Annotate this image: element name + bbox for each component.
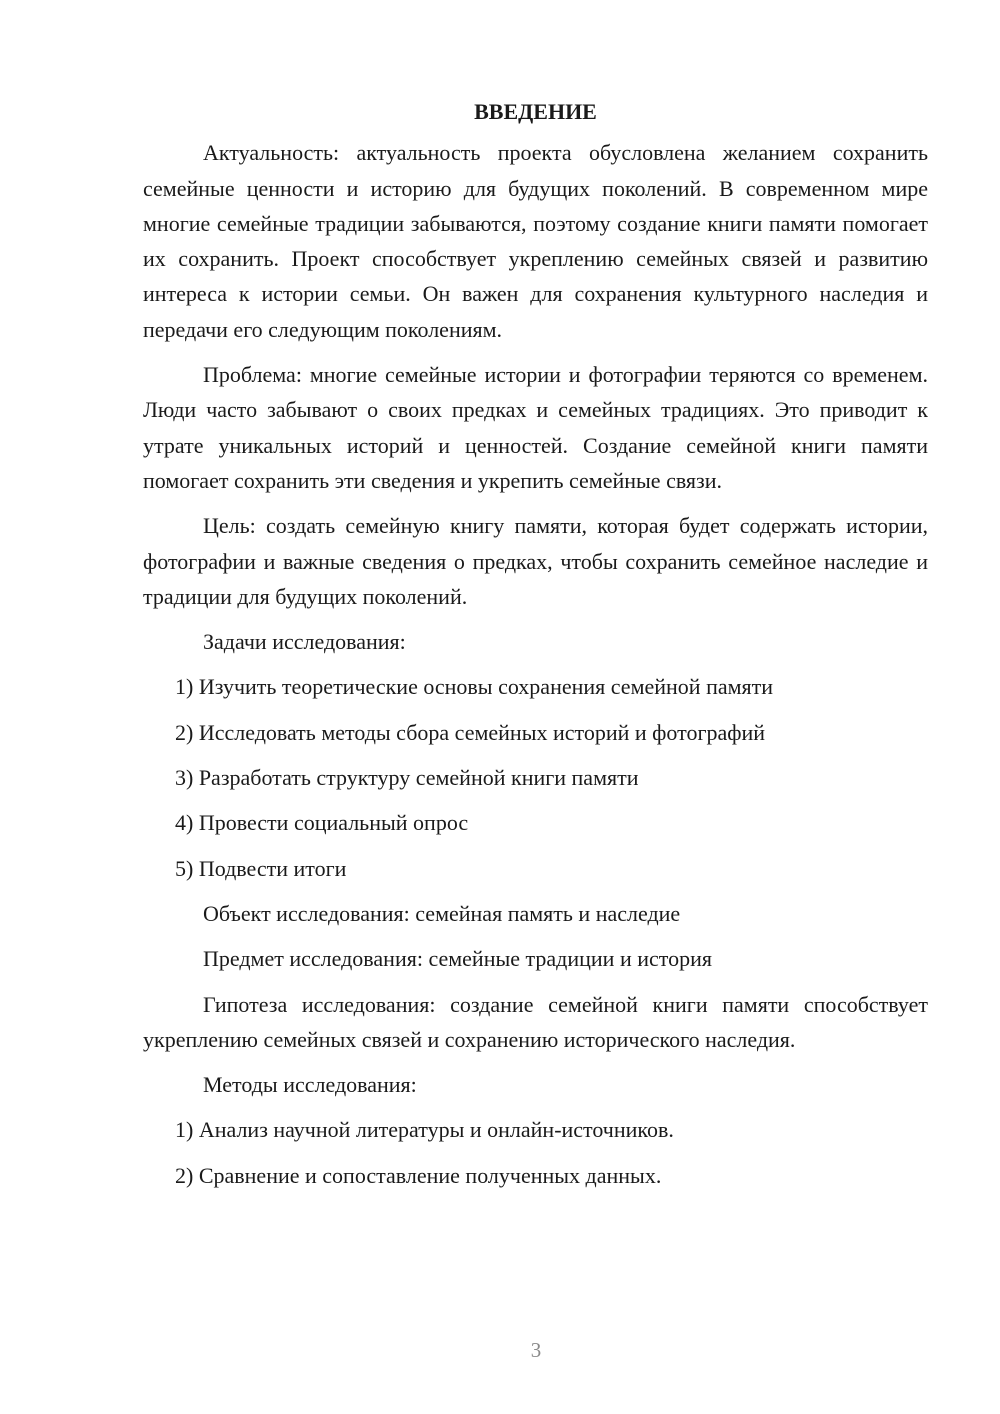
task-item: 4) Провести социальный опрос (175, 810, 469, 836)
subject-line: Предмет исследования: семейные традиции и история (203, 946, 712, 972)
relevance-paragraph: Актуальность: актуальность проекта обусловлена желанием сохранить семейные ценности и историю для будущих поколений. В современном мире многие семейные традиции забываются, поэтому создание книги памяти помогает их сохранить. Проект способствует укреплению семейных связей и развитию интереса к истории семьи. Он важен для сохранения культурного наследия и передачи его следующим поколениям. (143, 140, 928, 342)
methods-heading: Методы исследования: (203, 1072, 417, 1098)
task-item: 3) Разработать структуру семейной книги памяти (175, 765, 639, 791)
task-item: 1) Изучить теоретические основы сохранения семейной памяти (175, 674, 774, 700)
object-line: Объект исследования: семейная память и наследие (203, 900, 681, 926)
page-number: 3 (530, 1338, 542, 1362)
methods-list (143, 1112, 928, 1193)
goal-paragraph: Цель: создать семейную книгу памяти, которая будет содержать истории, фотографии и важные сведения о предках, чтобы сохранить семейное наследие и традиции для будущих поколений. (143, 513, 928, 609)
section-heading: ВВЕДЕНИЕ (474, 99, 597, 124)
problem-paragraph: Проблема: многие семейные истории и фотографии теряются со временем. Люди часто забывают о своих предках и семейных традициях. Это приводит к утрате уникальных историй и ценностей. Создание семейной книги памяти помогает сохранить эти сведения и укрепить семейные связи. (143, 362, 928, 493)
task-item: 2) Исследовать методы сбора семейных историй и фотографий (175, 719, 766, 745)
page-content (143, 94, 928, 1203)
task-item: 5) Подвести итоги (175, 855, 347, 881)
hypothesis-paragraph: Гипотеза исследования: создание семейной книги памяти способствует укреплению семейных связей и сохранению исторического наследия. (143, 991, 928, 1052)
method-item: 2) Сравнение и сопоставление полученных данных. (175, 1162, 662, 1188)
tasks-heading: Задачи исследования: (203, 629, 406, 655)
method-item: 1) Анализ научной литературы и онлайн-источников. (175, 1117, 674, 1143)
tasks-list (143, 669, 928, 885)
